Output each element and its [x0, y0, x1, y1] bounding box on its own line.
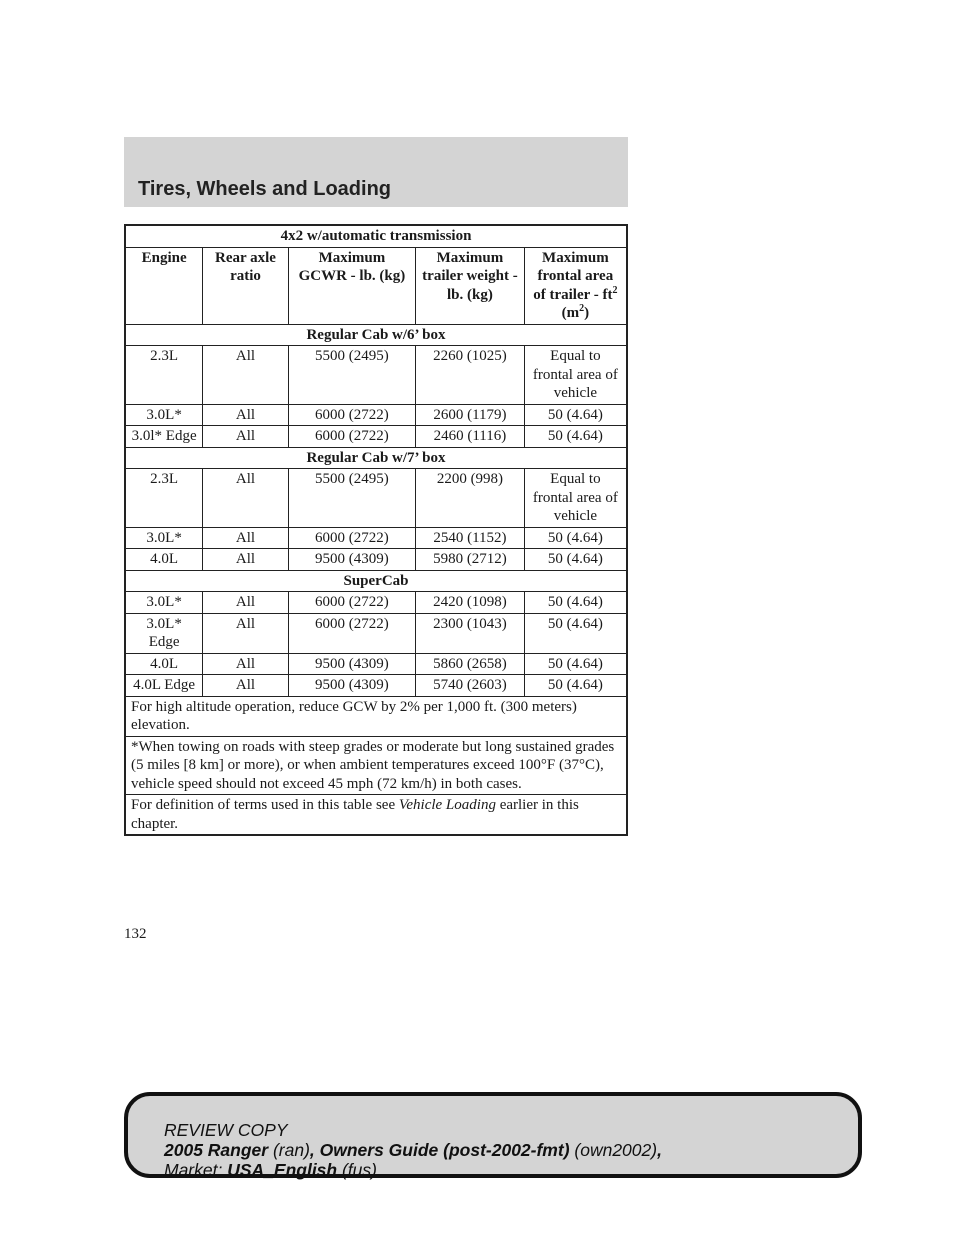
table-row: [125, 613, 627, 653]
cell-axle: All: [203, 527, 288, 549]
cell-trailer: 5980 (2712): [416, 549, 525, 571]
table-row: [125, 346, 627, 405]
cell-gcwr: 6000 (2722): [288, 404, 415, 426]
cell-gcwr: 5500 (2495): [288, 346, 415, 405]
note-row: [125, 795, 627, 836]
table-row: [125, 592, 627, 614]
market-line: Market: USA_English (fus): [164, 1160, 377, 1180]
cell-engine: 4.0L Edge: [125, 675, 203, 697]
cell-trailer: 2300 (1043): [416, 613, 525, 653]
section-title: Regular Cab w/6’ box: [125, 324, 627, 346]
table-row: [125, 404, 627, 426]
table-body: [125, 324, 627, 696]
cell-axle: All: [203, 549, 288, 571]
cell-axle: All: [203, 613, 288, 653]
col-header-frontal: Maximum frontal area of trailer - $ft^2$ $(m^2)$: [524, 247, 627, 324]
table-row: [125, 469, 627, 528]
cell-axle: All: [203, 426, 288, 448]
section-header-band: [124, 137, 628, 207]
cell-gcwr: 6000 (2722): [288, 527, 415, 549]
cell-trailer: 2460 (1116): [416, 426, 525, 448]
cell-frontal: 50 (4.64): [524, 426, 627, 448]
cell-axle: All: [203, 404, 288, 426]
cell-gcwr: 9500 (4309): [288, 549, 415, 571]
cell-frontal: Equal to frontal area of vehicle: [524, 469, 627, 528]
towing-note: *When towing on roads with steep grades or moderate but long sustained grades (5 miles [8 km] or more), or when ambient temperatures exceed 100°F (37°C), vehicle speed should not exceed 45 mph (72 km/h) in both cases.: [125, 736, 627, 795]
section-row: [125, 447, 627, 469]
cell-engine: 3.0L* Edge: [125, 613, 203, 653]
cell-trailer: 5860 (2658): [416, 653, 525, 675]
table-row: [125, 653, 627, 675]
table-row: [125, 675, 627, 697]
section-title: SuperCab: [125, 570, 627, 592]
cell-gcwr: 5500 (2495): [288, 469, 415, 528]
review-copy-label: REVIEW COPY: [164, 1120, 288, 1140]
cell-trailer: 5740 (2603): [416, 675, 525, 697]
cell-trailer: 2540 (1152): [416, 527, 525, 549]
cell-gcwr: 9500 (4309): [288, 653, 415, 675]
cell-frontal: 50 (4.64): [524, 549, 627, 571]
cell-axle: All: [203, 653, 288, 675]
cell-frontal: 50 (4.64): [524, 653, 627, 675]
cell-engine: 3.0L*: [125, 404, 203, 426]
table-title: 4x2 w/automatic transmission: [125, 225, 627, 247]
cell-trailer: 2200 (998): [416, 469, 525, 528]
table-header-row: [125, 247, 627, 324]
cell-engine: 3.0L*: [125, 527, 203, 549]
section-row: [125, 324, 627, 346]
cell-gcwr: 6000 (2722): [288, 592, 415, 614]
cell-gcwr: 6000 (2722): [288, 426, 415, 448]
col-header-gcwr: Maximum GCWR - lb. (kg): [288, 247, 415, 324]
cell-engine: 3.0l* Edge: [125, 426, 203, 448]
cell-trailer: 2260 (1025): [416, 346, 525, 405]
cell-axle: All: [203, 346, 288, 405]
cell-axle: All: [203, 675, 288, 697]
table-row: [125, 549, 627, 571]
vehicle-loading-reference: Vehicle Loading: [398, 797, 496, 813]
table-row: [125, 527, 627, 549]
table-title-row: [125, 225, 627, 247]
cell-frontal: 50 (4.64): [524, 527, 627, 549]
col-header-axle: Rear axle ratio: [203, 247, 288, 324]
publication-line: 2005 Ranger (ran), Owners Guide (post-2002-fmt) (own2002),: [164, 1140, 662, 1160]
cell-gcwr: 6000 (2722): [288, 613, 415, 653]
review-copy-footer: [124, 1092, 862, 1178]
cell-frontal: Equal to frontal area of vehicle: [524, 346, 627, 405]
towing-spec-table: [124, 224, 628, 836]
col-header-engine: Engine: [125, 247, 203, 324]
cell-engine: 2.3L: [125, 469, 203, 528]
note-row: [125, 696, 627, 736]
cell-axle: All: [203, 469, 288, 528]
definition-note: For definition of terms used in this table see Vehicle Loading earlier in this chapter.: [125, 795, 627, 836]
section-title: Tires, Wheels and Loading: [138, 178, 392, 200]
cell-frontal: 50 (4.64): [524, 675, 627, 697]
cell-engine: 4.0L: [125, 653, 203, 675]
cell-engine: 3.0L*: [125, 592, 203, 614]
cell-frontal: 50 (4.64): [524, 613, 627, 653]
page-number: 132: [124, 926, 147, 942]
cell-frontal: 50 (4.64): [524, 404, 627, 426]
altitude-note: For high altitude operation, reduce GCW by 2% per 1,000 ft. (300 meters) elevation.: [125, 696, 627, 736]
note-row: [125, 736, 627, 795]
cell-gcwr: 9500 (4309): [288, 675, 415, 697]
cell-engine: 2.3L: [125, 346, 203, 405]
cell-axle: All: [203, 592, 288, 614]
table-row: [125, 426, 627, 448]
col-header-trailer: Maximum trailer weight - lb. (kg): [416, 247, 525, 324]
cell-frontal: 50 (4.64): [524, 592, 627, 614]
cell-trailer: 2600 (1179): [416, 404, 525, 426]
section-title: Regular Cab w/7’ box: [125, 447, 627, 469]
cell-trailer: 2420 (1098): [416, 592, 525, 614]
cell-engine: 4.0L: [125, 549, 203, 571]
section-row: [125, 570, 627, 592]
